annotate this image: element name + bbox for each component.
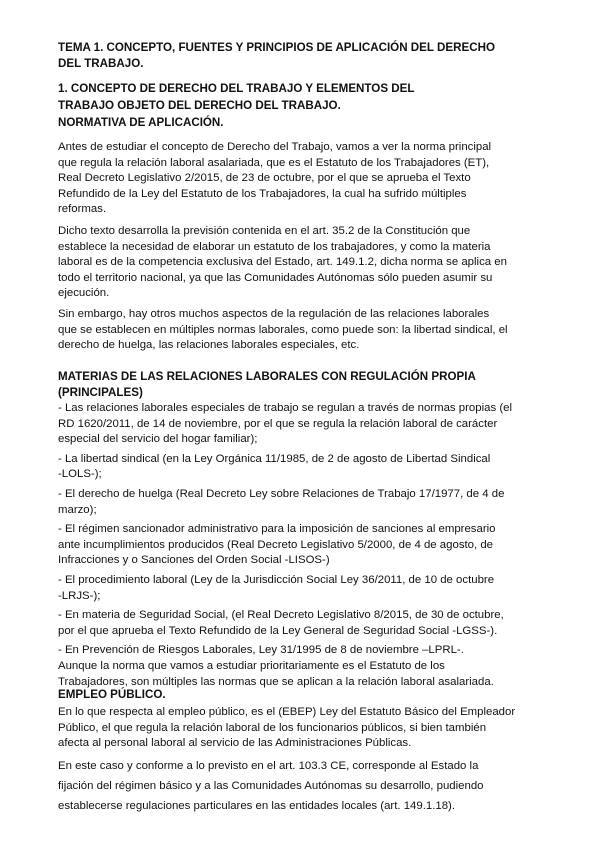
regulation-list	[58, 401, 548, 690]
heading-line: TRABAJO OBJETO DEL DERECHO DEL TRABAJO.	[58, 99, 341, 112]
title-line: TEMA 1. CONCEPTO, FUENTES Y PRINCIPIOS DE APLICACIÓN DEL DERECHO	[58, 41, 495, 54]
paragraph-line: laboral es de la competencia exclusiva del Estado, art. 149.1.2, dicha norma se aplica en	[58, 256, 507, 269]
paragraph-line: Aunque la norma que vamos a estudiar prioritariamente es el Estatuto de los	[58, 659, 445, 672]
paragraph-line: En este caso y conforme a lo previsto en el art. 103.3 CE, corresponde al Estado la	[58, 760, 479, 772]
list-item-line: por el que aprueba el Texto Refundido de la Ley General de Seguridad Social -LGSS-).	[58, 624, 498, 637]
paragraph-line: que se establecen en múltiples normas laborales, como puede son: la libertad sindical, el	[58, 323, 508, 336]
paragraph-line: afecta al personal laboral al servicio de las Administraciones Públicas.	[58, 737, 412, 750]
paragraph-line: reformas.	[58, 203, 107, 216]
list-item-line: -LRJS-);	[58, 589, 101, 602]
paragraph-line: En lo que respecta al empleo público, es el (EBEP) Ley del Estatuto Básico del Empleador	[58, 706, 516, 718]
heading-line: EMPLEO PÚBLICO.	[58, 688, 166, 701]
list-item-line: - El procedimiento laboral (Ley de la Jurisdicción Social Ley 36/2011, de 10 de octubre	[58, 573, 495, 586]
heading-line: NORMATIVA DE APLICACIÓN.	[58, 116, 224, 129]
list-item-line: - El régimen sancionador administrativo para la imposición de sanciones al empresario	[58, 523, 496, 536]
heading-line: MATERIAS DE LAS RELACIONES LABORALES CON REGULACIÓN PROPIA	[58, 370, 476, 383]
paragraph	[58, 705, 548, 752]
paragraph-line: Antes de estudiar el concepto de Derecho del Trabajo, vamos a ver la norma principal	[58, 141, 492, 153]
section-heading	[58, 687, 548, 703]
paragraph-line: Sin embargo, hay otros muchos aspectos de la regulación de las relaciones laborales	[58, 308, 490, 320]
paragraph	[58, 140, 548, 218]
paragraph	[58, 307, 548, 354]
paragraph-line: Refundido de la Ley del Estatuto de los Trabajadores, la cual ha sufrido múltiples	[58, 187, 467, 200]
paragraph	[58, 224, 548, 302]
paragraph-line: derecho de huelga, las relaciones laborales especiales, etc.	[58, 339, 360, 352]
list-item-line: RD 1620/2011, de 14 de noviembre, por el que se regula la relación laboral de carácter	[58, 417, 498, 430]
list-item-line: - En materia de Seguridad Social, (el Real Decreto Legislativo 8/2015, de 30 de octubre,	[58, 609, 504, 622]
list-item	[58, 452, 548, 483]
paragraph	[58, 659, 548, 690]
paragraph-line: Dicho texto desarrolla la previsión contenida en el art. 35.2 de la Constitución que	[58, 225, 471, 237]
list-item-line: - La libertad sindical (en la Ley Orgánica 11/1985, de 2 de agosto de Libertad Sindical	[58, 452, 491, 465]
list-item	[58, 643, 548, 659]
paragraph-line: Público, el que regula la relación laboral de los funcionarios públicos, si bien también	[58, 721, 487, 734]
paragraph-line: ejecución.	[58, 287, 110, 300]
paragraph-line: fijación del régimen básico y a las Comunidades Autónomas su desarrollo, pudiendo	[58, 780, 484, 792]
heading-line: 1. CONCEPTO DE DERECHO DEL TRABAJO Y ELEMENTOS DEL	[58, 82, 415, 95]
section-heading	[58, 80, 548, 131]
paragraph-line: Real Decreto Legislativo 2/2015, de 23 de octubre, por el que se aprueba el Texto	[58, 172, 471, 185]
paragraph-line: establecerse regulaciones particulares en las entidades locales (art. 149.1.18).	[58, 800, 456, 812]
section-heading	[58, 369, 548, 400]
list-item-line: - En Prevención de Riesgos Laborales, Ley 31/1995 de 8 de noviembre –LPRL-.	[58, 644, 464, 657]
paragraph	[58, 756, 548, 816]
list-item-line: Infracciones y o Sanciones del Orden Social -LISOS-)	[58, 554, 330, 567]
list-item-line: -LOLS-);	[58, 468, 102, 481]
paragraph-line: que regula la relación laboral asalariada, que es el Estatuto de los Trabajadores (ET),	[58, 156, 490, 169]
paragraph-line: todo el territorio nacional, ya que las Comunidades Autónomas sólo pueden asumir su	[58, 271, 493, 284]
list-item	[58, 522, 548, 569]
paragraph-line: establece la necesidad de elaborar un estatuto de los trabajadores, y como la materia	[58, 240, 491, 253]
heading-line: (PRINCIPALES)	[58, 385, 143, 399]
document-title	[58, 40, 548, 71]
list-item-line: ante incumplimientos producidos (Real Decreto Legislativo 5/2000, de 4 de agosto, de	[58, 538, 494, 551]
list-item-line: - El derecho de huelga (Real Decreto Ley sobre Relaciones de Trabajo 17/1977, de 4 de	[58, 487, 505, 500]
list-item	[58, 573, 548, 604]
title-line: DEL TRABAJO.	[58, 56, 144, 70]
paragraph-line: Trabajadores, son múltiples las normas que se aplican a la relación laboral asalariada.	[58, 675, 494, 688]
list-item	[58, 487, 548, 518]
list-item	[58, 608, 548, 639]
list-item-line: marzo);	[58, 503, 97, 516]
list-item	[58, 401, 548, 448]
list-item-line: especial del servicio del hogar familiar);	[58, 433, 258, 446]
list-item-line: - Las relaciones laborales especiales de trabajo se regulan a través de normas propias (el	[58, 402, 512, 414]
